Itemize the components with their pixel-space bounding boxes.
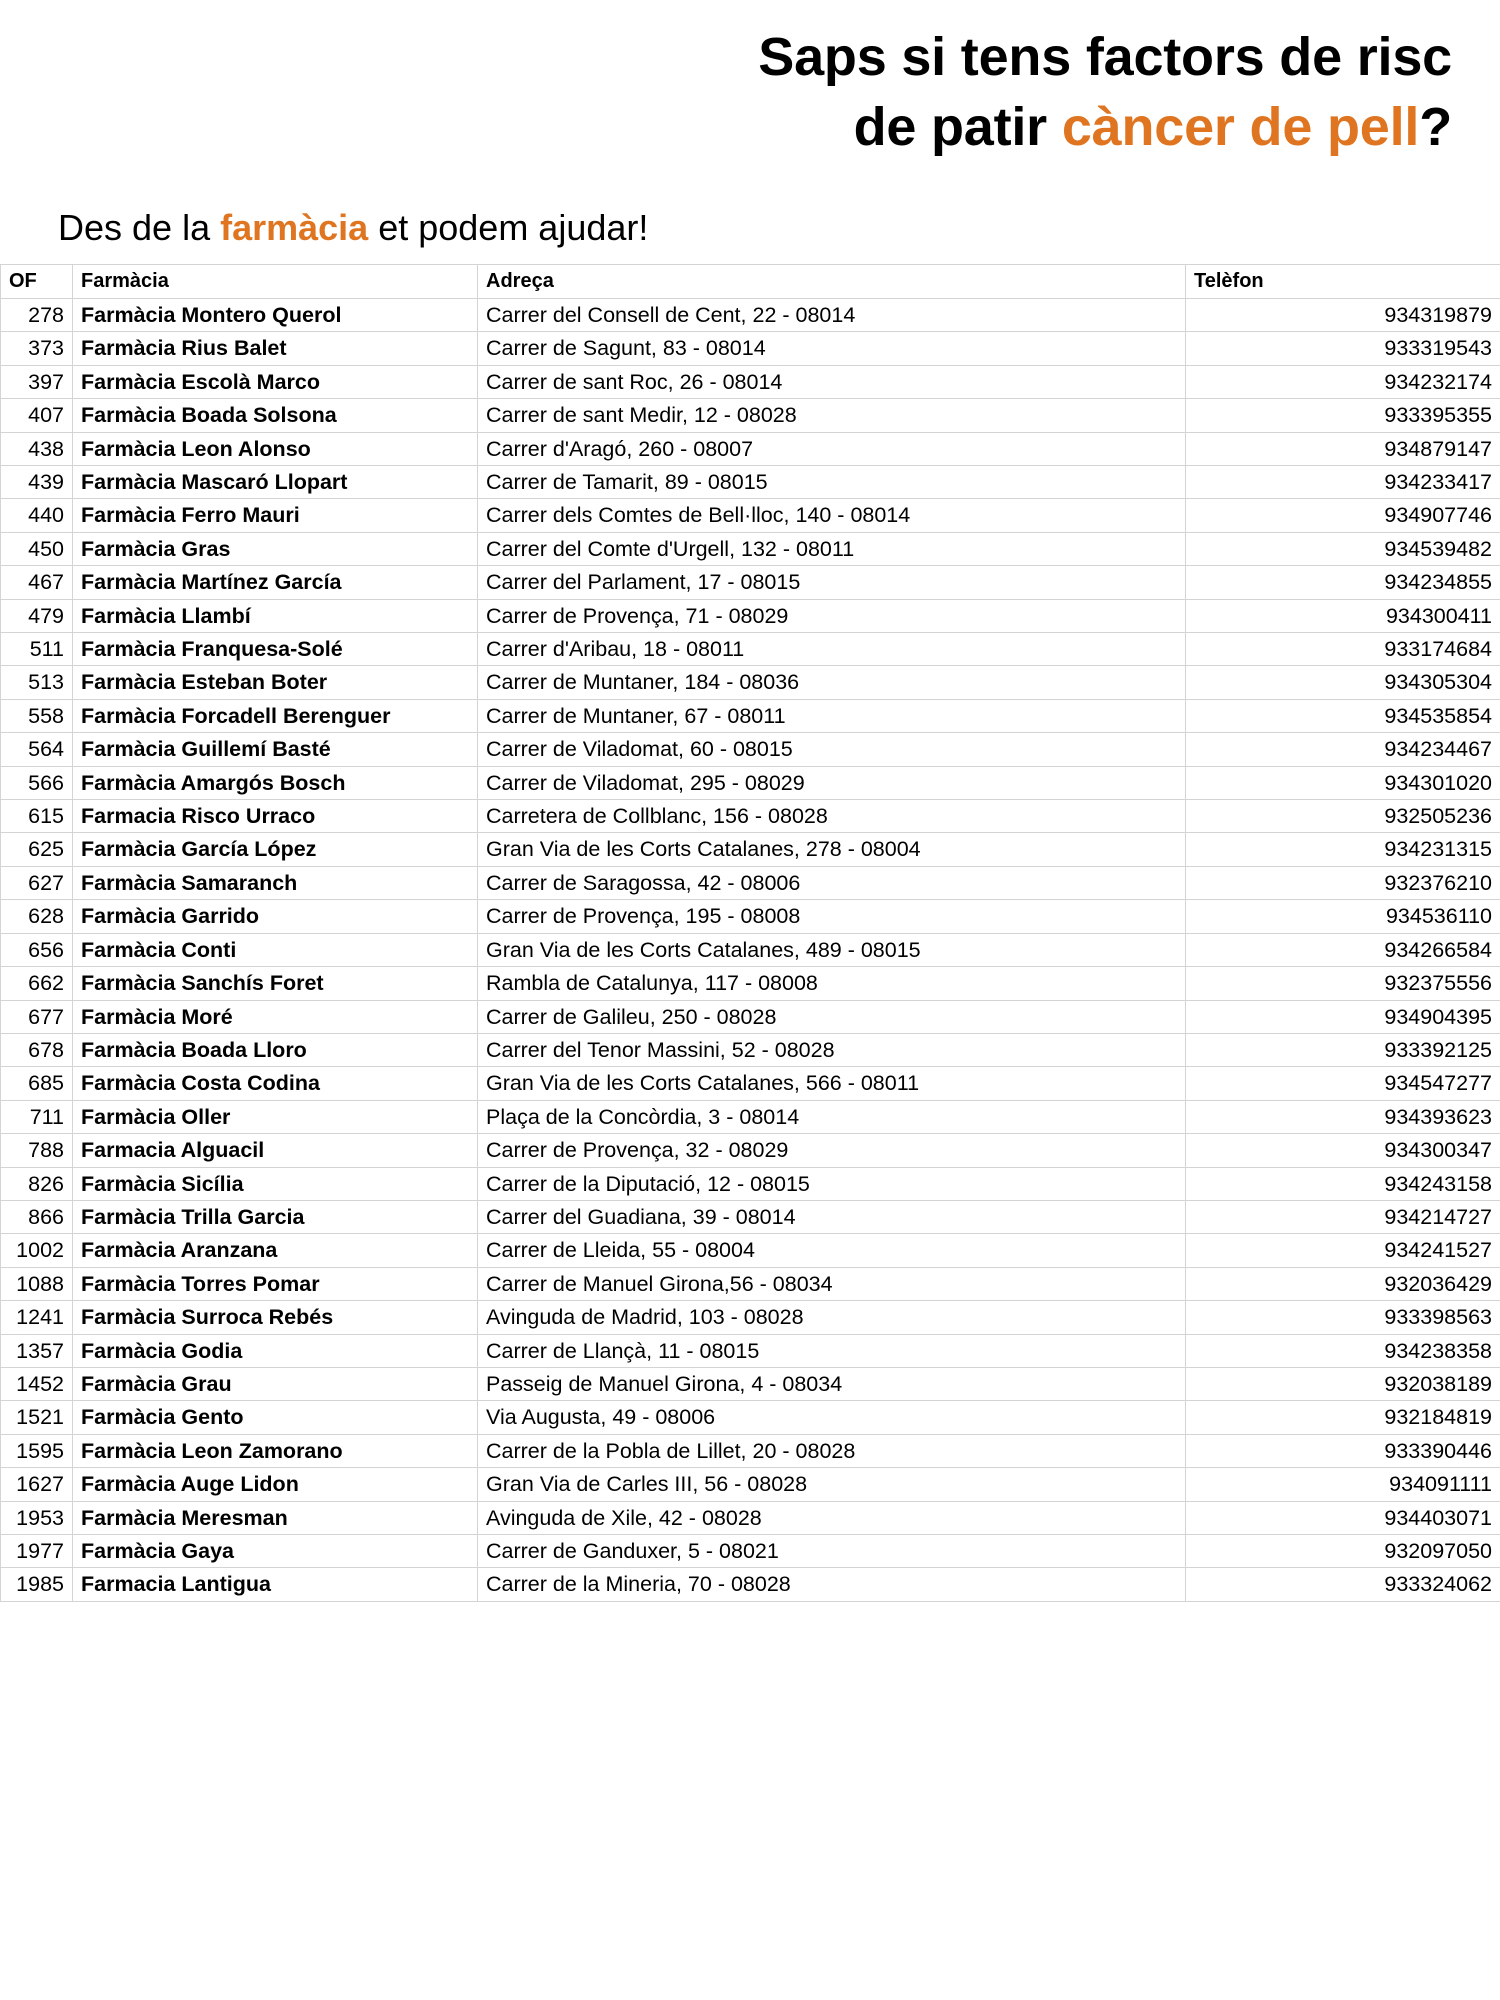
table-row — [1, 1568, 1500, 1601]
cell-of: 1452 — [1, 1367, 73, 1400]
cell-of: 826 — [1, 1167, 73, 1200]
headline-line-2-prefix: de patir — [853, 97, 1062, 158]
table-row — [1, 1200, 1500, 1233]
cell-phone: 933395355 — [1186, 399, 1500, 432]
cell-of: 438 — [1, 432, 73, 465]
cell-phone: 932038189 — [1186, 1367, 1500, 1400]
table-row — [1, 365, 1500, 398]
table-header-row — [1, 264, 1500, 298]
cell-phone: 932097050 — [1186, 1535, 1500, 1568]
cell-pharmacy-name: Farmàcia Costa Codina — [73, 1067, 478, 1100]
cell-pharmacy-name: Farmàcia Samaranch — [73, 866, 478, 899]
cell-pharmacy-name: Farmàcia Aranzana — [73, 1234, 478, 1267]
cell-address: Plaça de la Concòrdia, 3 - 08014 — [478, 1100, 1186, 1133]
cell-pharmacy-name: Farmàcia Amargós Bosch — [73, 766, 478, 799]
table-row — [1, 800, 1500, 833]
cell-phone: 932376210 — [1186, 866, 1500, 899]
table-row — [1, 633, 1500, 666]
cell-of: 1357 — [1, 1334, 73, 1367]
subtitle-accent-farmacia: farmàcia — [220, 207, 369, 249]
cell-address: Carrer de Llançà, 11 - 08015 — [478, 1334, 1186, 1367]
cell-of: 479 — [1, 599, 73, 632]
cell-phone: 934214727 — [1186, 1200, 1500, 1233]
cell-address: Carrer de Saragossa, 42 - 08006 — [478, 866, 1186, 899]
cell-phone: 934233417 — [1186, 466, 1500, 499]
cell-pharmacy-name: Farmàcia Surroca Rebés — [73, 1301, 478, 1334]
cell-of: 558 — [1, 699, 73, 732]
table-row — [1, 699, 1500, 732]
cell-pharmacy-name: Farmàcia Forcadell Berenguer — [73, 699, 478, 732]
cell-pharmacy-name: Farmàcia Boada Lloro — [73, 1033, 478, 1066]
pharmacy-table — [0, 264, 1500, 1602]
cell-of: 407 — [1, 399, 73, 432]
cell-of: 373 — [1, 332, 73, 365]
table-row — [1, 298, 1500, 331]
table-row — [1, 1000, 1500, 1033]
cell-of: 513 — [1, 666, 73, 699]
cell-address: Carrer de Muntaner, 67 - 08011 — [478, 699, 1186, 732]
cell-of: 711 — [1, 1100, 73, 1133]
cell-address: Gran Via de les Corts Catalanes, 489 - 08015 — [478, 933, 1186, 966]
table-row — [1, 1367, 1500, 1400]
cell-of: 628 — [1, 900, 73, 933]
cell-of: 511 — [1, 633, 73, 666]
cell-of: 566 — [1, 766, 73, 799]
cell-phone: 934305304 — [1186, 666, 1500, 699]
table-row — [1, 1067, 1500, 1100]
cell-address: Via Augusta, 49 - 08006 — [478, 1401, 1186, 1434]
cell-of: 866 — [1, 1200, 73, 1233]
cell-phone: 934907746 — [1186, 499, 1500, 532]
table-row — [1, 566, 1500, 599]
cell-pharmacy-name: Farmàcia Ferro Mauri — [73, 499, 478, 532]
cell-address: Carrer de Muntaner, 184 - 08036 — [478, 666, 1186, 699]
table-row — [1, 1033, 1500, 1066]
table-row — [1, 432, 1500, 465]
cell-pharmacy-name: Farmàcia Llambí — [73, 599, 478, 632]
headline-line-2-suffix: ? — [1419, 97, 1452, 158]
table-row — [1, 833, 1500, 866]
table-row — [1, 1334, 1500, 1367]
table-row — [1, 666, 1500, 699]
table-row — [1, 733, 1500, 766]
cell-phone: 933398563 — [1186, 1301, 1500, 1334]
cell-pharmacy-name: Farmàcia Conti — [73, 933, 478, 966]
table-row — [1, 1501, 1500, 1534]
cell-of: 677 — [1, 1000, 73, 1033]
cell-address: Carrer de la Mineria, 70 - 08028 — [478, 1568, 1186, 1601]
table-row — [1, 1535, 1500, 1568]
table-row — [1, 1401, 1500, 1434]
cell-of: 627 — [1, 866, 73, 899]
cell-phone: 934904395 — [1186, 1000, 1500, 1033]
cell-address: Carrer de Viladomat, 60 - 08015 — [478, 733, 1186, 766]
cell-address: Carrer de Manuel Girona,56 - 08034 — [478, 1267, 1186, 1300]
cell-pharmacy-name: Farmàcia Rius Balet — [73, 332, 478, 365]
cell-address: Carrer de sant Roc, 26 - 08014 — [478, 365, 1186, 398]
cell-phone: 934238358 — [1186, 1334, 1500, 1367]
cell-phone: 934547277 — [1186, 1067, 1500, 1100]
cell-of: 1595 — [1, 1434, 73, 1467]
cell-phone: 932375556 — [1186, 967, 1500, 1000]
cell-phone: 932036429 — [1186, 1267, 1500, 1300]
cell-address: Carrer del Guadiana, 39 - 08014 — [478, 1200, 1186, 1233]
cell-pharmacy-name: Farmàcia Sicília — [73, 1167, 478, 1200]
headline-accent-cancer-de-pell: càncer de pell — [1061, 97, 1420, 158]
table-row — [1, 466, 1500, 499]
cell-of: 1627 — [1, 1468, 73, 1501]
cell-pharmacy-name: Farmacia Risco Urraco — [73, 800, 478, 833]
cell-of: 1088 — [1, 1267, 73, 1300]
cell-address: Carrer de Provença, 195 - 08008 — [478, 900, 1186, 933]
cell-address: Carrer del Tenor Massini, 52 - 08028 — [478, 1033, 1186, 1066]
cell-phone: 933392125 — [1186, 1033, 1500, 1066]
cell-pharmacy-name: Farmàcia Torres Pomar — [73, 1267, 478, 1300]
poster-header — [0, 0, 1500, 162]
cell-address: Carrer de Ganduxer, 5 - 08021 — [478, 1535, 1186, 1568]
headline-line-2 — [0, 92, 1452, 162]
cell-of: 685 — [1, 1067, 73, 1100]
cell-address: Carrer de Provença, 32 - 08029 — [478, 1134, 1186, 1167]
cell-phone: 934241527 — [1186, 1234, 1500, 1267]
cell-pharmacy-name: Farmàcia Meresman — [73, 1501, 478, 1534]
cell-of: 788 — [1, 1134, 73, 1167]
cell-address: Carrer del Consell de Cent, 22 - 08014 — [478, 298, 1186, 331]
cell-address: Carrer de Lleida, 55 - 08004 — [478, 1234, 1186, 1267]
cell-address: Carrer d'Aragó, 260 - 08007 — [478, 432, 1186, 465]
table-row — [1, 399, 1500, 432]
cell-address: Carrer de la Diputació, 12 - 08015 — [478, 1167, 1186, 1200]
subtitle-suffix: et podem ajudar! — [368, 207, 649, 249]
cell-pharmacy-name: Farmàcia Grau — [73, 1367, 478, 1400]
cell-pharmacy-name: Farmàcia Boada Solsona — [73, 399, 478, 432]
cell-phone: 934539482 — [1186, 532, 1500, 565]
cell-pharmacy-name: Farmàcia Gaya — [73, 1535, 478, 1568]
cell-address: Carrer de Viladomat, 295 - 08029 — [478, 766, 1186, 799]
cell-of: 1953 — [1, 1501, 73, 1534]
cell-pharmacy-name: Farmàcia Leon Zamorano — [73, 1434, 478, 1467]
cell-address: Carrer de Galileu, 250 - 08028 — [478, 1000, 1186, 1033]
cell-pharmacy-name: Farmàcia Mascaró Llopart — [73, 466, 478, 499]
cell-address: Carrer d'Aribau, 18 - 08011 — [478, 633, 1186, 666]
cell-of: 1002 — [1, 1234, 73, 1267]
cell-phone: 933390446 — [1186, 1434, 1500, 1467]
cell-pharmacy-name: Farmàcia Garrido — [73, 900, 478, 933]
headline-line-1-text: Saps si tens factors de risc — [758, 27, 1452, 87]
cell-of: 439 — [1, 466, 73, 499]
cell-of: 625 — [1, 833, 73, 866]
pharmacy-table-body — [1, 298, 1500, 1601]
cell-phone: 934403071 — [1186, 1501, 1500, 1534]
cell-phone: 934266584 — [1186, 933, 1500, 966]
cell-of: 1241 — [1, 1301, 73, 1334]
cell-phone: 934232174 — [1186, 365, 1500, 398]
table-row — [1, 532, 1500, 565]
cell-of: 662 — [1, 967, 73, 1000]
cell-pharmacy-name: Farmàcia Escolà Marco — [73, 365, 478, 398]
headline-line-1 — [0, 22, 1452, 92]
subtitle-prefix: Des de la — [58, 207, 221, 249]
table-row — [1, 499, 1500, 532]
cell-of: 564 — [1, 733, 73, 766]
cell-of: 467 — [1, 566, 73, 599]
cell-of: 1977 — [1, 1535, 73, 1568]
cell-pharmacy-name: Farmàcia Gento — [73, 1401, 478, 1434]
column-header-of: OF — [1, 264, 73, 298]
cell-of: 615 — [1, 800, 73, 833]
cell-pharmacy-name: Farmàcia Franquesa-Solé — [73, 633, 478, 666]
cell-pharmacy-name: Farmàcia Sanchís Foret — [73, 967, 478, 1000]
cell-phone: 934231315 — [1186, 833, 1500, 866]
cell-phone: 934319879 — [1186, 298, 1500, 331]
cell-phone: 934243158 — [1186, 1167, 1500, 1200]
cell-address: Gran Via de Carles III, 56 - 08028 — [478, 1468, 1186, 1501]
cell-pharmacy-name: Farmàcia Martínez García — [73, 566, 478, 599]
cell-pharmacy-name: Farmacia Alguacil — [73, 1134, 478, 1167]
cell-phone: 933174684 — [1186, 633, 1500, 666]
cell-address: Passeig de Manuel Girona, 4 - 08034 — [478, 1367, 1186, 1400]
cell-phone: 934300347 — [1186, 1134, 1500, 1167]
cell-pharmacy-name: Farmacia Lantigua — [73, 1568, 478, 1601]
subtitle-row — [0, 208, 1500, 248]
table-row — [1, 1100, 1500, 1133]
table-row — [1, 766, 1500, 799]
table-row — [1, 1301, 1500, 1334]
table-row — [1, 1134, 1500, 1167]
column-header-adreca: Adreça — [478, 264, 1186, 298]
cell-address: Carrer de Sagunt, 83 - 08014 — [478, 332, 1186, 365]
column-header-farmacia: Farmàcia — [73, 264, 478, 298]
table-row — [1, 1167, 1500, 1200]
cell-phone: 934535854 — [1186, 699, 1500, 732]
cell-phone: 934879147 — [1186, 432, 1500, 465]
cell-address: Avinguda de Xile, 42 - 08028 — [478, 1501, 1186, 1534]
cell-address: Carrer de sant Medir, 12 - 08028 — [478, 399, 1186, 432]
table-row — [1, 900, 1500, 933]
table-row — [1, 933, 1500, 966]
cell-phone: 934301020 — [1186, 766, 1500, 799]
table-row — [1, 1267, 1500, 1300]
cell-phone: 934300411 — [1186, 599, 1500, 632]
cell-pharmacy-name: Farmàcia Trilla Garcia — [73, 1200, 478, 1233]
cell-address: Carrer del Parlament, 17 - 08015 — [478, 566, 1186, 599]
cell-address: Carrer de Tamarit, 89 - 08015 — [478, 466, 1186, 499]
table-row — [1, 967, 1500, 1000]
pharmacy-table-wrapper — [0, 264, 1500, 1602]
cell-phone: 934091111 — [1186, 1468, 1500, 1501]
table-row — [1, 1434, 1500, 1467]
cell-address: Gran Via de les Corts Catalanes, 566 - 08011 — [478, 1067, 1186, 1100]
cell-of: 397 — [1, 365, 73, 398]
cell-of: 1985 — [1, 1568, 73, 1601]
cell-address: Carrer de Provença, 71 - 08029 — [478, 599, 1186, 632]
cell-address: Avinguda de Madrid, 103 - 08028 — [478, 1301, 1186, 1334]
table-row — [1, 866, 1500, 899]
cell-of: 440 — [1, 499, 73, 532]
cell-of: 656 — [1, 933, 73, 966]
cell-phone: 934393623 — [1186, 1100, 1500, 1133]
cell-pharmacy-name: Farmàcia Esteban Boter — [73, 666, 478, 699]
cell-address: Carrer del Comte d'Urgell, 132 - 08011 — [478, 532, 1186, 565]
table-row — [1, 599, 1500, 632]
cell-phone: 934536110 — [1186, 900, 1500, 933]
cell-pharmacy-name: Farmàcia Montero Querol — [73, 298, 478, 331]
cell-address: Carrer de la Pobla de Lillet, 20 - 08028 — [478, 1434, 1186, 1467]
subtitle — [58, 208, 648, 248]
cell-address: Carrer dels Comtes de Bell·lloc, 140 - 08014 — [478, 499, 1186, 532]
cell-phone: 932184819 — [1186, 1401, 1500, 1434]
cell-pharmacy-name: Farmàcia Leon Alonso — [73, 432, 478, 465]
cell-pharmacy-name: Farmàcia Guillemí Basté — [73, 733, 478, 766]
pharmacy-table-head — [1, 264, 1500, 298]
table-row — [1, 1234, 1500, 1267]
cell-of: 450 — [1, 532, 73, 565]
cell-of: 678 — [1, 1033, 73, 1066]
cell-address: Carretera de Collblanc, 156 - 08028 — [478, 800, 1186, 833]
cell-pharmacy-name: Farmàcia Godia — [73, 1334, 478, 1367]
cell-address: Rambla de Catalunya, 117 - 08008 — [478, 967, 1186, 1000]
cell-pharmacy-name: Farmàcia Auge Lidon — [73, 1468, 478, 1501]
cell-phone: 934234467 — [1186, 733, 1500, 766]
cell-of: 1521 — [1, 1401, 73, 1434]
cell-phone: 932505236 — [1186, 800, 1500, 833]
cell-phone: 934234855 — [1186, 566, 1500, 599]
table-row — [1, 332, 1500, 365]
column-header-telefon: Telèfon — [1186, 264, 1500, 298]
cell-pharmacy-name: Farmàcia García López — [73, 833, 478, 866]
cell-phone: 933324062 — [1186, 1568, 1500, 1601]
cell-phone: 933319543 — [1186, 332, 1500, 365]
cell-address: Gran Via de les Corts Catalanes, 278 - 08004 — [478, 833, 1186, 866]
table-row — [1, 1468, 1500, 1501]
cell-pharmacy-name: Farmàcia Moré — [73, 1000, 478, 1033]
cell-of: 278 — [1, 298, 73, 331]
cell-pharmacy-name: Farmàcia Gras — [73, 532, 478, 565]
cell-pharmacy-name: Farmàcia Oller — [73, 1100, 478, 1133]
